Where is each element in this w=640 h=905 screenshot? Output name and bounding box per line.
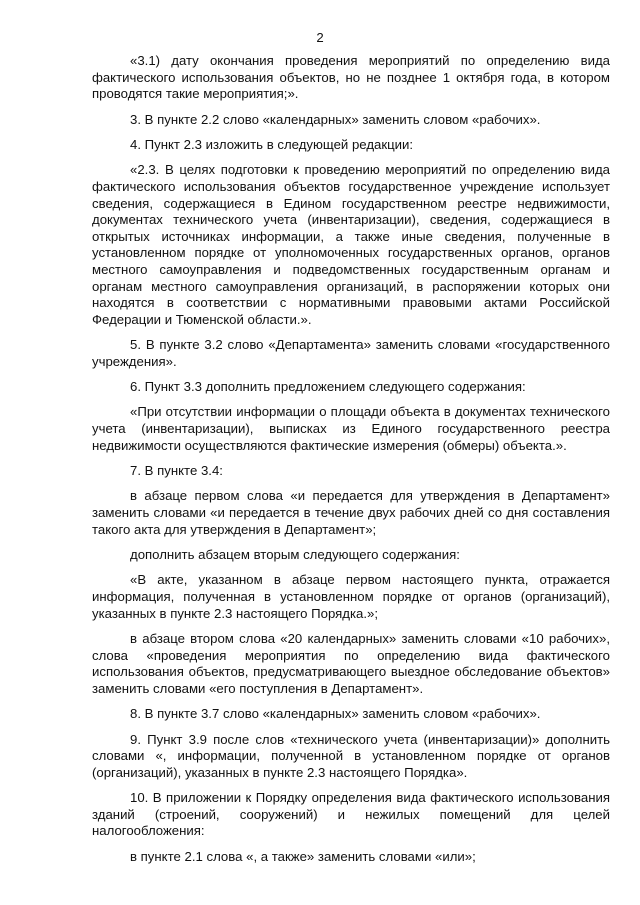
paragraph-item-5: 5. В пункте 3.2 слово «Департамента» заменить словами «государственного учреждения». [92, 337, 610, 369]
paragraph-item-8: 8. В пункте 3.7 слово «календарных» заменить словом «рабочих». [130, 706, 541, 722]
paragraph-3-3-addition: «При отсутствии информации о площади объекта в документах технического учета (инвентаризации), выписках из Единого государственного реестра недвижимости осуществляются фактические измерения (обмеры) объекта.». [92, 404, 610, 453]
paragraph-3-4-second-change: в абзаце втором слова «20 календарных» заменить словами «10 рабочих», слова «проведения мероприятия по определению вида фактического использования объектов, предусматривающего выездное обследование объектов» заменить словами «его поступления в Департамент». [92, 630, 610, 696]
paragraph-item-4: 4. Пункт 2.3 изложить в следующей редакции: [130, 136, 414, 152]
paragraph-item-9: 9. Пункт 3.9 после слов «технического учета (инвентаризации)» дополнить словами «, информации, полученной в установленном порядке от органов (организаций), указанных в пункте 2.3 настоящего Порядка». [92, 731, 610, 780]
page-number: 2 [316, 30, 324, 45]
paragraph-3-4-second-text: «В акте, указанном в абзаце первом настоящего пункта, отражается информация, полученная в установленном порядке от органов (организаций), указанных в пункте 2.3 настоящего Порядка.»; [92, 572, 610, 621]
paragraph-item-3: 3. В пункте 2.2 слово «календарных» заменить словом «рабочих». [130, 111, 541, 127]
paragraph-3-1: «3.1) дату окончания проведения мероприятий по определению вида фактического использования объектов, но не позднее 1 октября года, в котором проводятся такие мероприятия;». [92, 53, 610, 102]
paragraph-item-10: 10. В приложении к Порядку определения вида фактического использования зданий (строений, сооружений) и нежилых помещений для целей налогообложения: [92, 790, 610, 839]
document-body [92, 53, 610, 874]
paragraph-3-4-first: в абзаце первом слова «и передается для утверждения в Департамент» заменить словами «и передается в течение двух рабочих дней со дня составления такого акта для утверждения в Департамент»; [92, 488, 610, 537]
paragraph-item-6: 6. Пункт 3.3 дополнить предложением следующего содержания: [130, 379, 526, 395]
paragraph-item-7: 7. В пункте 3.4: [130, 463, 223, 479]
paragraph-3-4-add: дополнить абзацем вторым следующего содержания: [130, 547, 460, 563]
paragraph-2-3-text: «2.3. В целях подготовки к проведению мероприятий по определению вида фактического использования объектов государственное учреждение использует сведения, содержащиеся в Едином государственном реестре недвижимости, документах технического учета (инвентаризации), сведения, содержащиеся в открытых источниках информации, а также иные сведения, полученные в установленном порядке от уполномоченных государственных органов, органов местного самоуправления и подведомственных государственным органам и органам местного самоуправления организаций, в распоряжении которых они находятся в соответствии с нормативными правовыми актами Российской Федерации и Тюменской области.». [92, 162, 610, 327]
paragraph-2-1-change: в пункте 2.1 слова «, а также» заменить словами «или»; [130, 848, 476, 864]
